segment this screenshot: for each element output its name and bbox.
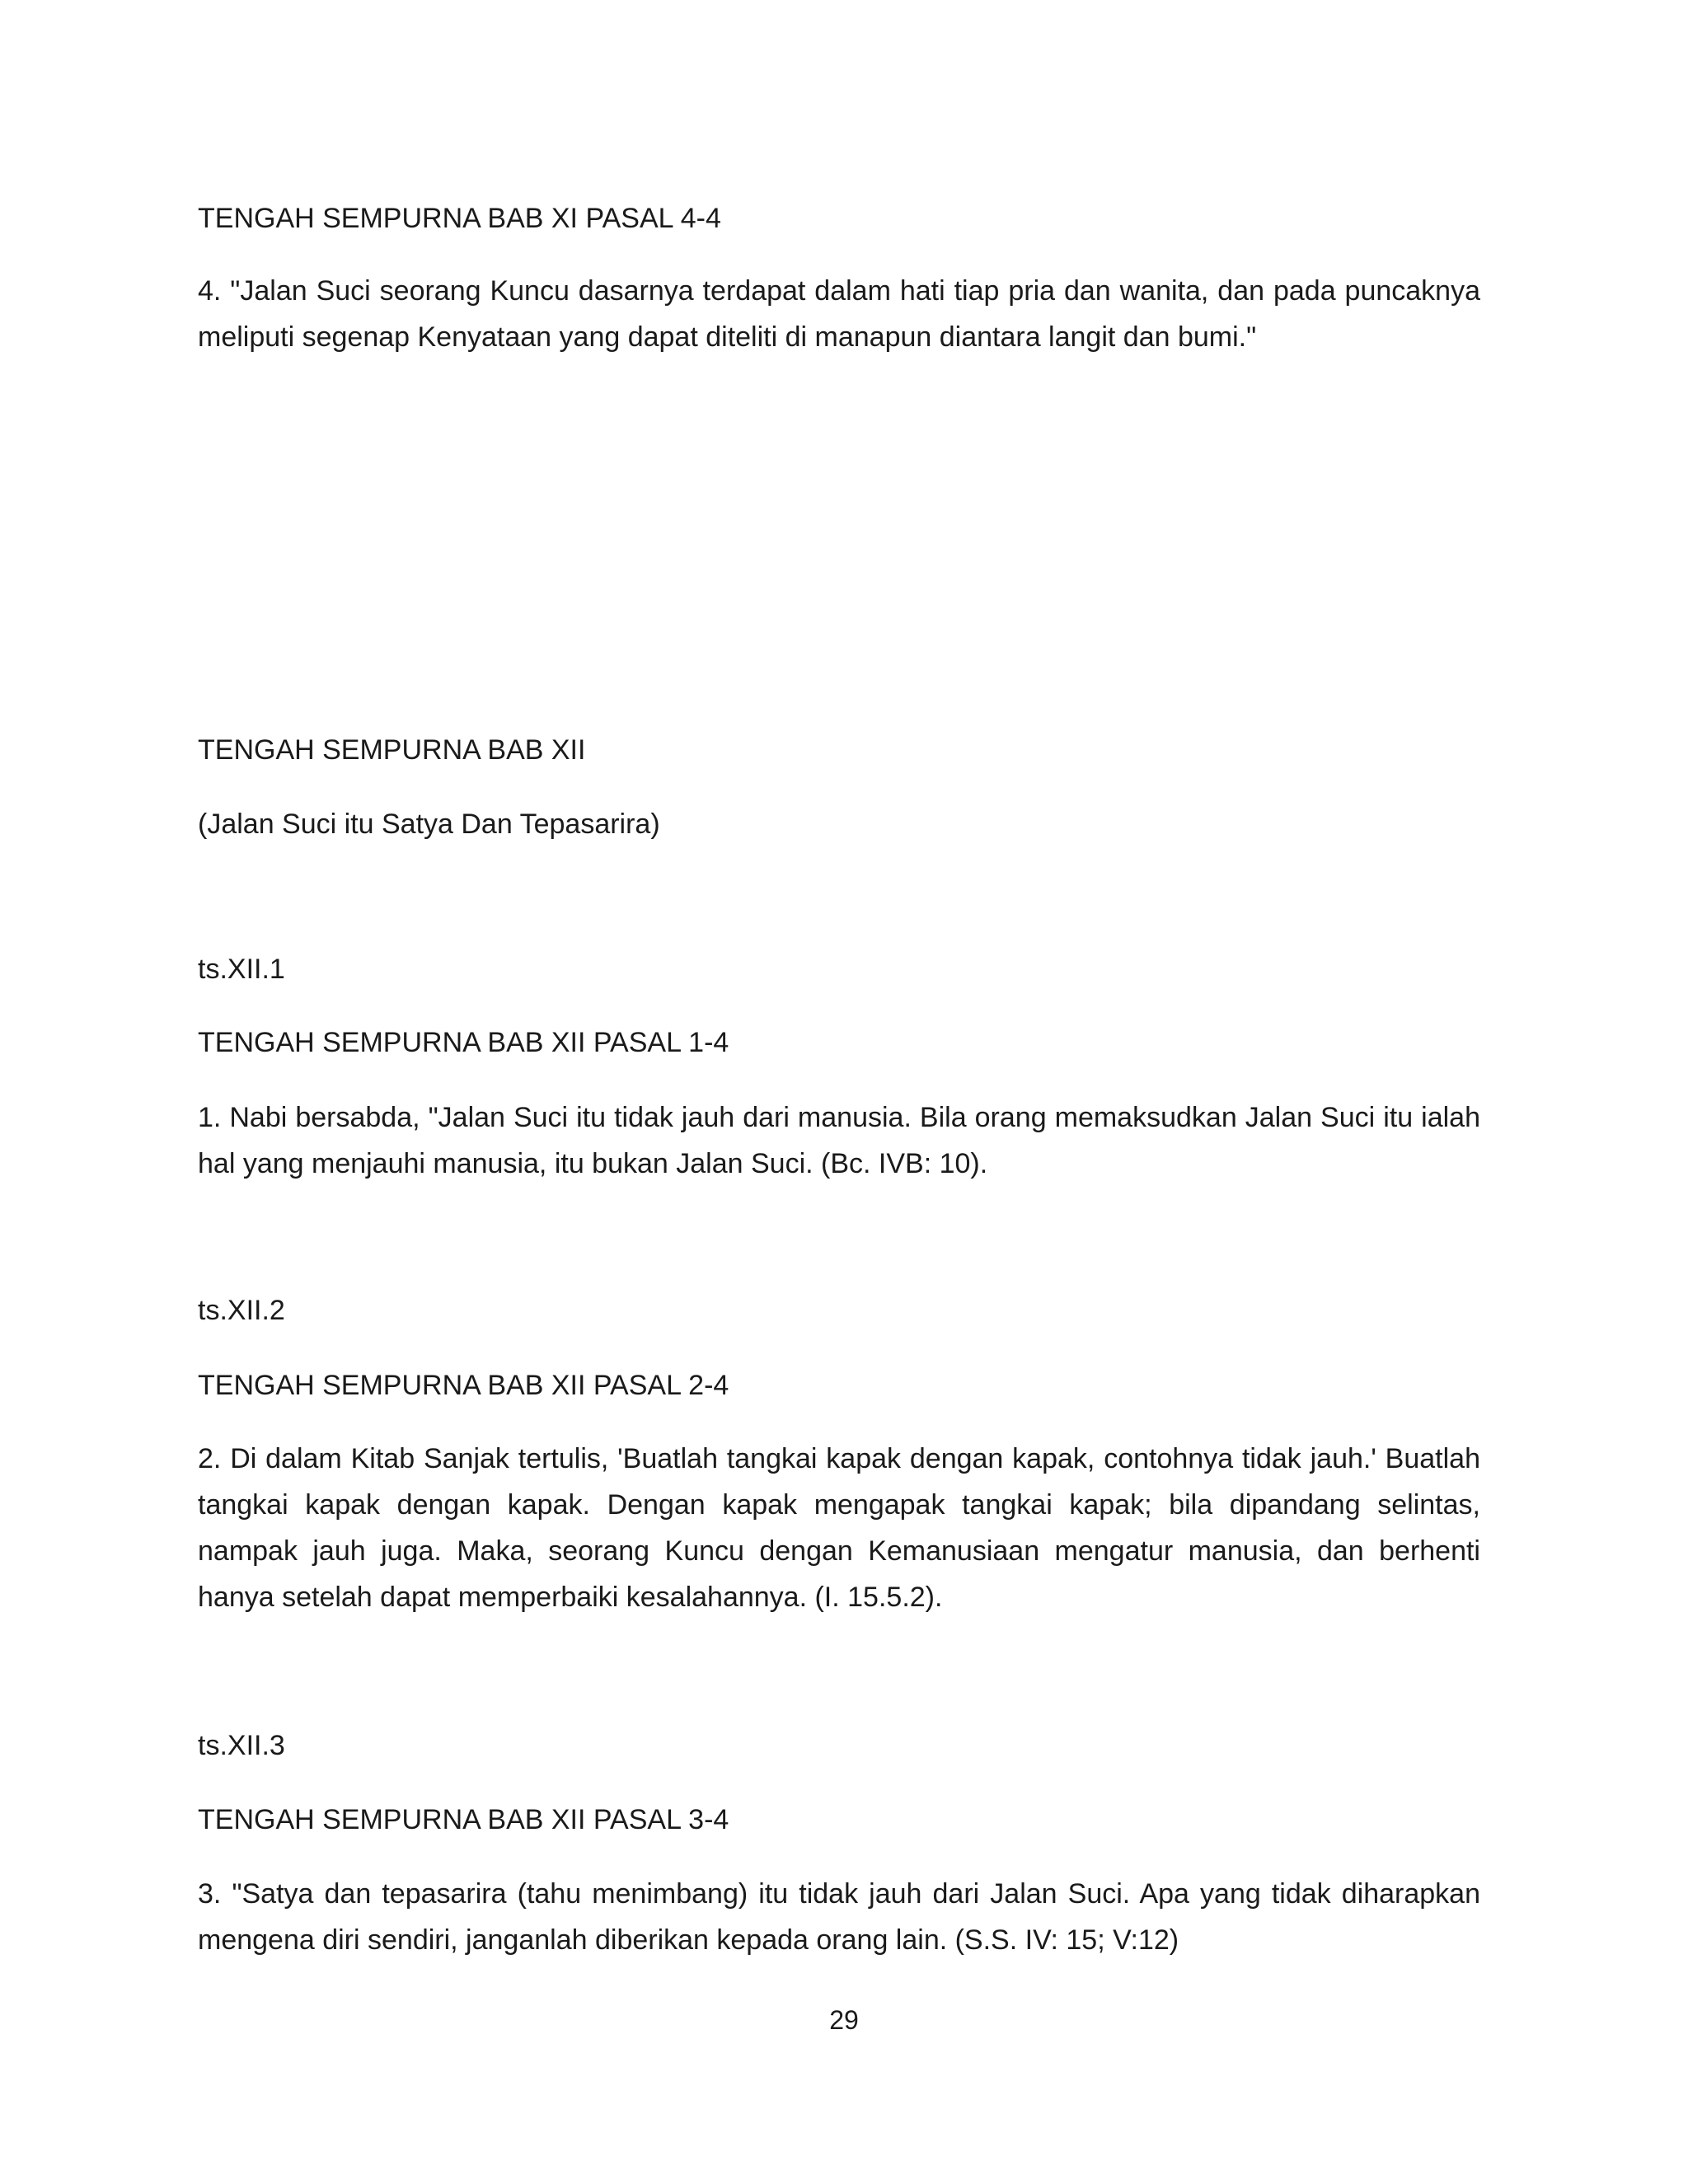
subtitle-bab-xii: (Jalan Suci itu Satya Dan Tepasarira) xyxy=(198,808,660,840)
heading-bab-xii-pasal-1: TENGAH SEMPURNA BAB XII PASAL 1-4 xyxy=(198,1027,729,1058)
heading-bab-xii-pasal-3: TENGAH SEMPURNA BAB XII PASAL 3-4 xyxy=(198,1804,729,1835)
section-ref-xii-2: ts.XII.2 xyxy=(198,1295,285,1326)
section-ref-xii-1: ts.XII.1 xyxy=(198,954,285,985)
paragraph-xii-1: 1. Nabi bersabda, "Jalan Suci itu tidak jauh dari manusia. Bila orang memaksudkan Jalan Suci itu ialah hal yang menjauhi manusia, itu bukan Jalan Suci. (Bc. IVB: 10). xyxy=(198,1102,1480,1179)
page-number: 29 xyxy=(829,2005,859,2035)
heading-bab-xii: TENGAH SEMPURNA BAB XII xyxy=(198,734,586,766)
heading-bab-xi-pasal-4: TENGAH SEMPURNA BAB XI PASAL 4-4 xyxy=(198,203,721,234)
paragraph-xii-2: 2. Di dalam Kitab Sanjak tertulis, 'Buatlah tangkai kapak dengan kapak, contohnya tidak jauh.' Buatlah tangkai kapak dengan kapak. Dengan kapak mengapak tangkai kapak; bila dipandang selintas, nampak jauh juga. Maka, seorang Kuncu dengan Kemanusiaan mengatur manusia, dan berhenti hanya setelah dapat memperbaiki kesalahannya. (I. 15.5.2). xyxy=(198,1443,1480,1613)
section-ref-xii-3: ts.XII.3 xyxy=(198,1730,285,1761)
paragraph-bab-xi-4: 4. "Jalan Suci seorang Kuncu dasarnya terdapat dalam hati tiap pria dan wanita, dan pada puncaknya meliputi segenap Kenyataan yang dapat diteliti di manapun diantara langit dan bumi." xyxy=(198,275,1480,353)
paragraph-xii-3: 3. "Satya dan tepasarira (tahu menimbang) itu tidak jauh dari Jalan Suci. Apa yang tidak diharapkan mengena diri sendiri, janganlah diberikan kepada orang lain. (S.S. IV: 15; V:12) xyxy=(198,1878,1480,1956)
heading-bab-xii-pasal-2: TENGAH SEMPURNA BAB XII PASAL 2-4 xyxy=(198,1370,729,1401)
